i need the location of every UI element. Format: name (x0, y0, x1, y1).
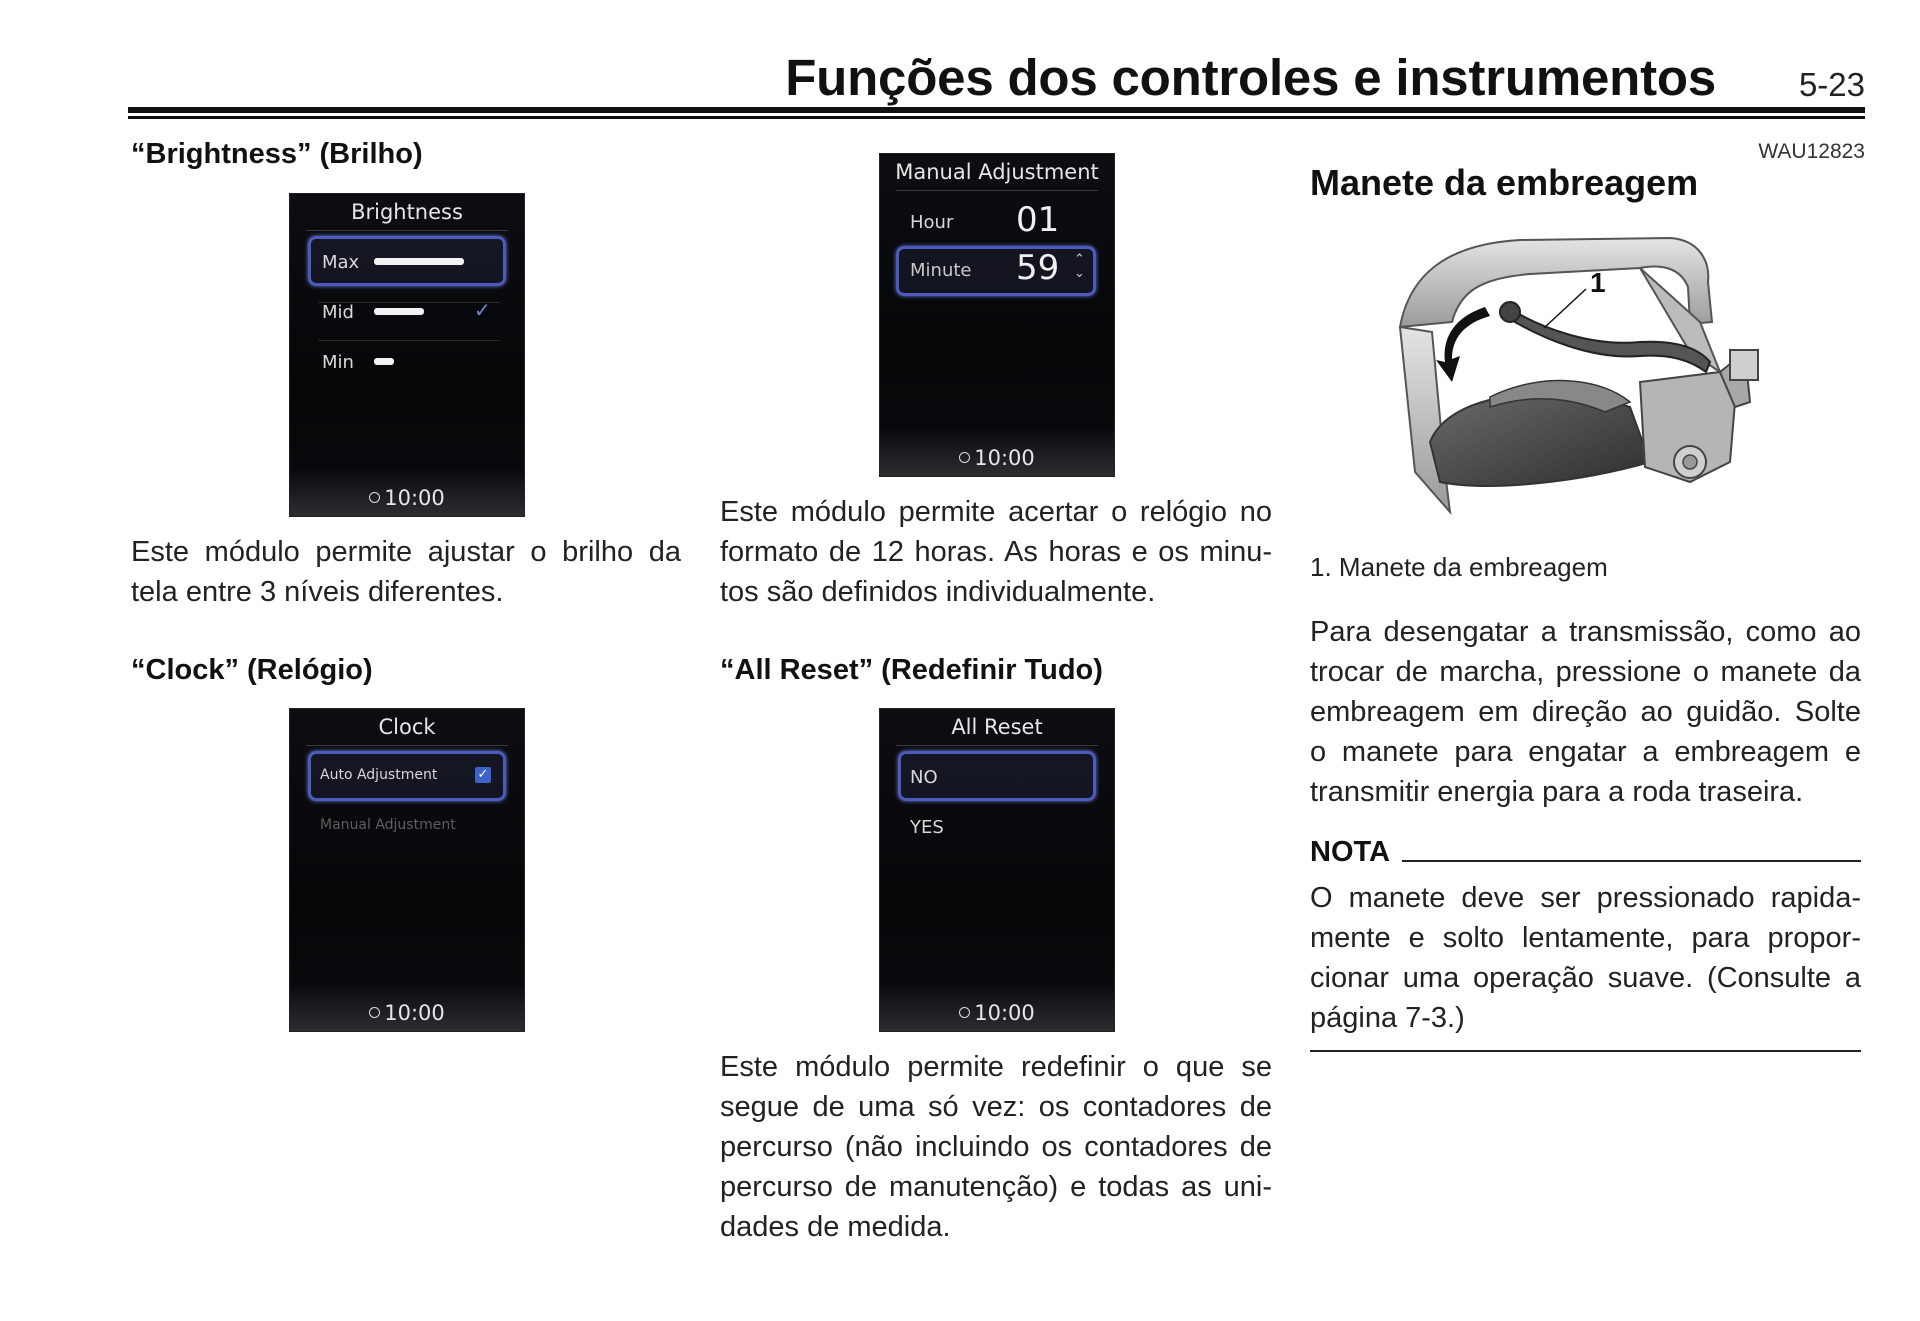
screen-clock: 10:00 (290, 486, 524, 510)
brightness-level-bar-mid (374, 308, 424, 315)
reset-option-yes[interactable]: YES (910, 817, 944, 838)
reset-option-no[interactable]: NO (910, 767, 938, 788)
hour-value[interactable]: 01 (1016, 200, 1060, 240)
all-reset-heading: “All Reset” (Redefinir Tudo) (720, 654, 1103, 686)
brightness-heading: “Brightness” (Brilho) (131, 138, 423, 170)
clock-option-auto[interactable]: Auto Adjustment (320, 767, 438, 783)
clock-heading: “Clock” (Relógio) (131, 654, 373, 686)
screen-title: Brightness (351, 200, 463, 224)
divider (318, 340, 500, 341)
minute-value[interactable]: 59 (1016, 248, 1060, 288)
clock-icon (959, 452, 970, 463)
divider (896, 745, 1098, 746)
lever-tip (1500, 302, 1520, 322)
minute-label: Minute (910, 260, 972, 281)
hand-guard (1400, 238, 1712, 327)
clock-icon (369, 1007, 380, 1018)
checkbox-icon[interactable]: ✓ (475, 767, 491, 783)
page-number: 5-23 (1798, 66, 1865, 103)
clock-option-manual[interactable]: Manual Adjustment (320, 817, 456, 833)
brightness-option-min[interactable]: Min (322, 352, 354, 373)
clock-icon (959, 1007, 970, 1018)
up-arrow-icon[interactable]: ⌃ (1074, 252, 1085, 267)
callout-leader (1544, 289, 1586, 328)
brightness-description: Este módulo permite ajustar o brilho da tela entre 3 níveis diferentes. (131, 536, 681, 608)
hand-guard-side (1400, 327, 1450, 512)
clutch-paragraph: Para desengatar a transmissão, como ao trocar de marcha, pressione o manete da embreagem em direção ao guidão. Solte o manete para engatar a embreagem e transmitir energia para a roda traseira. (1310, 616, 1861, 808)
divider (306, 745, 508, 746)
note-rule (1402, 860, 1861, 862)
down-arrow-icon[interactable]: ⌄ (1074, 266, 1085, 281)
divider (896, 190, 1098, 191)
section-title: Manete da embreagem (1310, 162, 1699, 203)
screen-clock: 10:00 (880, 446, 1114, 470)
document-code: WAU12823 (1758, 140, 1865, 163)
all-reset-screen (879, 708, 1115, 1032)
manual-adjustment-screen (879, 153, 1115, 477)
screen-title: All Reset (951, 715, 1043, 739)
brightness-level-bar-max (374, 258, 464, 265)
callout-number: 1 (1590, 267, 1606, 298)
clutch-lever-figure (1390, 232, 1780, 544)
manual-adjustment-description: Este módulo permite acertar o relógio no formato de 12 horas. As horas e os minu- tos são definidos individualmente. (720, 496, 1272, 608)
hour-label: Hour (910, 212, 954, 233)
clock-screen (289, 708, 525, 1032)
check-icon: ✓ (474, 298, 491, 322)
perch-bolt-head (1683, 455, 1697, 469)
header-rule (128, 107, 1865, 113)
divider (306, 230, 508, 231)
note-label: NOTA (1310, 836, 1391, 868)
figure-caption: 1. Manete da embreagem (1310, 552, 1608, 582)
brightness-option-mid[interactable]: Mid (322, 302, 354, 323)
brightness-level-bar-min (374, 358, 394, 365)
page-title: Funções dos controles e instrumentos (785, 49, 1716, 106)
screen-clock: 10:00 (880, 1001, 1114, 1025)
screen-clock: 10:00 (290, 1001, 524, 1025)
note-bottom-rule (1310, 1050, 1861, 1052)
all-reset-description: Este módulo permite redefinir o que se segue de uma só vez: os contadores de percurso (não incluindo os contadores de percurso de manutenção) e todas as uni- dades de medida. (720, 1051, 1272, 1243)
header-rule-thin (128, 116, 1865, 119)
brightness-screen (289, 193, 525, 517)
screen-title: Manual Adjustment (895, 160, 1099, 184)
cable-adjuster (1730, 350, 1758, 380)
brightness-option-max[interactable]: Max (322, 252, 360, 273)
clock-icon (369, 492, 380, 503)
screen-title: Clock (378, 715, 436, 739)
note-text: O manete deve ser pressionado rapida- mente e solto lentamente, para propor- cionar uma operação suave. (Consulte a página 7-3.) (1310, 882, 1861, 1034)
